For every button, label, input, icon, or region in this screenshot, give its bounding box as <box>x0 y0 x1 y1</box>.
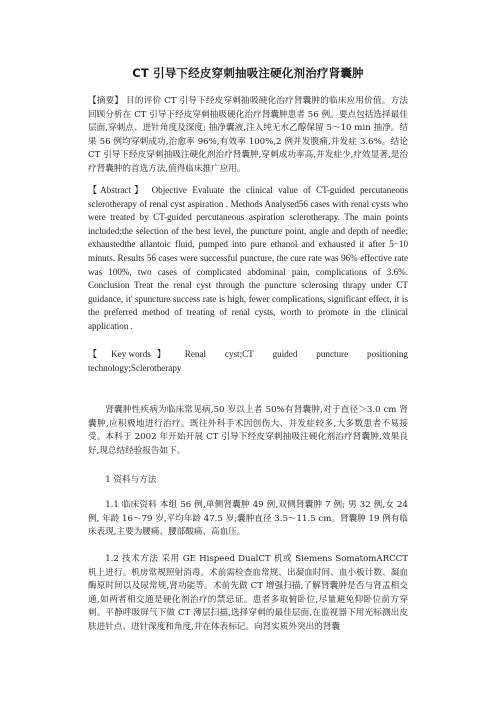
intro-paragraph: 肾囊肿性疾病为临床常见病,50 岁以上者 50%有肾囊肿,对于直径＞3.0 cm 肾囊肿,应积极地进行治疗。既往外科手术因创伤大、并发症较多,大多数患者不易接受。本科于 2002 年开始开展 CT 引导下经皮穿刺抽吸注硬化剂治疗肾囊肿,效果良好,现总结经验报告如下。 <box>88 405 408 456</box>
keywords-label: 【 Key words 】 <box>88 349 166 359</box>
keyword: cyst;CT <box>224 349 254 359</box>
keyword: positioning <box>367 349 408 359</box>
keyword-line: technology;Sclerotherapy <box>88 363 182 373</box>
section-1-1: 1.1 临床资料 本组 56 例,单侧肾囊肿 49 例,双侧肾囊肿 7 例; 男 32 例,女 24 例, 年龄 16～79 岁,平均年龄 47.5 岁;囊肿直径 3.5～11.5 cm。肾囊肿 19 例有临床表现,主要为腰痛、腰部酸痛、高血压。 <box>88 500 408 538</box>
section-1-2: 1.2 技术方法 采用 GE Hispeed DualCT 机或 Siemens SomatomARCCT 机上进行。机房常规照射消毒。术前需检查血常规、出凝血时间、血小板计数、凝血酶原时间以及尿常规,肾功能等。术前先做 CT 增强扫描,了解肾囊肿是否与肾盂相交通,如两者相交通是硬化剂治疗的禁忌证。患者多取俯卧位,尽量避免仰卧位前方穿刺。平静呼吸屏气下做 CT 薄层扫描,选择穿刺的最佳层面,在监视器下用光标测出皮肤进针点、进针深度和角度,并在体表标记。向肾实质外突出的肾囊 <box>88 554 408 632</box>
keyword: Renal <box>184 349 207 359</box>
section-heading: 1 资料与方法 <box>105 475 157 485</box>
abstract-english: 【Abstract】 Objective Evaluate the clinical value of CT-guided percutaneous sclerotherapy of renal cyst aspiration . Methods Analysed56 cases with renal cysts who were treated by CT-guided percutaneous aspiration sclerotherapy. The main points included:the selection of the best level, the puncture point, angle and depth of needle; exhaustedthe allantoic fluid, pumped into pure ethanol and exhausted it after 5−10 minuts. Results 56 cases were successful puncture, the cure rate was 96% effective rate was 100%, two cases of complicated abdominal pain, complications of 3.6%. Conclusion Treat the renal cyst through the puncture sclerosing thrapy under CT guidance, it' spuncture success rate is high, fewer complications, significant effect, it is the preferred method of treating of renal cysts, worth to promote in the clinical application . <box>88 185 408 331</box>
keywords <box>88 347 408 375</box>
keyword: guided <box>272 349 298 359</box>
document-title: CT 引导下经皮穿刺抽吸注硬化剂治疗肾囊肿 <box>132 66 364 80</box>
abstract-chinese: 【摘要】 目的评价 CT 引导下经皮穿刺抽吸硬化治疗肾囊肿的临床应用价值。方法 回顾分析在 CT 引导下经皮穿刺抽吸硬化治疗肾囊肿患者 56 例。要点包括选择最佳层面,穿刺点、进针角度及深度; 抽净囊液,注入纯无水乙醇保留 5～10 min 抽净。结果 56 例均穿刺成功,治愈率 96%,有效率 100%,2 例并发腹痛,并发症 3.6%。结论 CT 引导下经皮穿刺抽吸注硬化剂治疗肾囊肿,穿刺成功率高,并发症少,疗效显著,是治疗肾囊肿的首选方法,值得临床推广应用。 <box>88 96 408 174</box>
keyword: puncture <box>316 349 349 359</box>
